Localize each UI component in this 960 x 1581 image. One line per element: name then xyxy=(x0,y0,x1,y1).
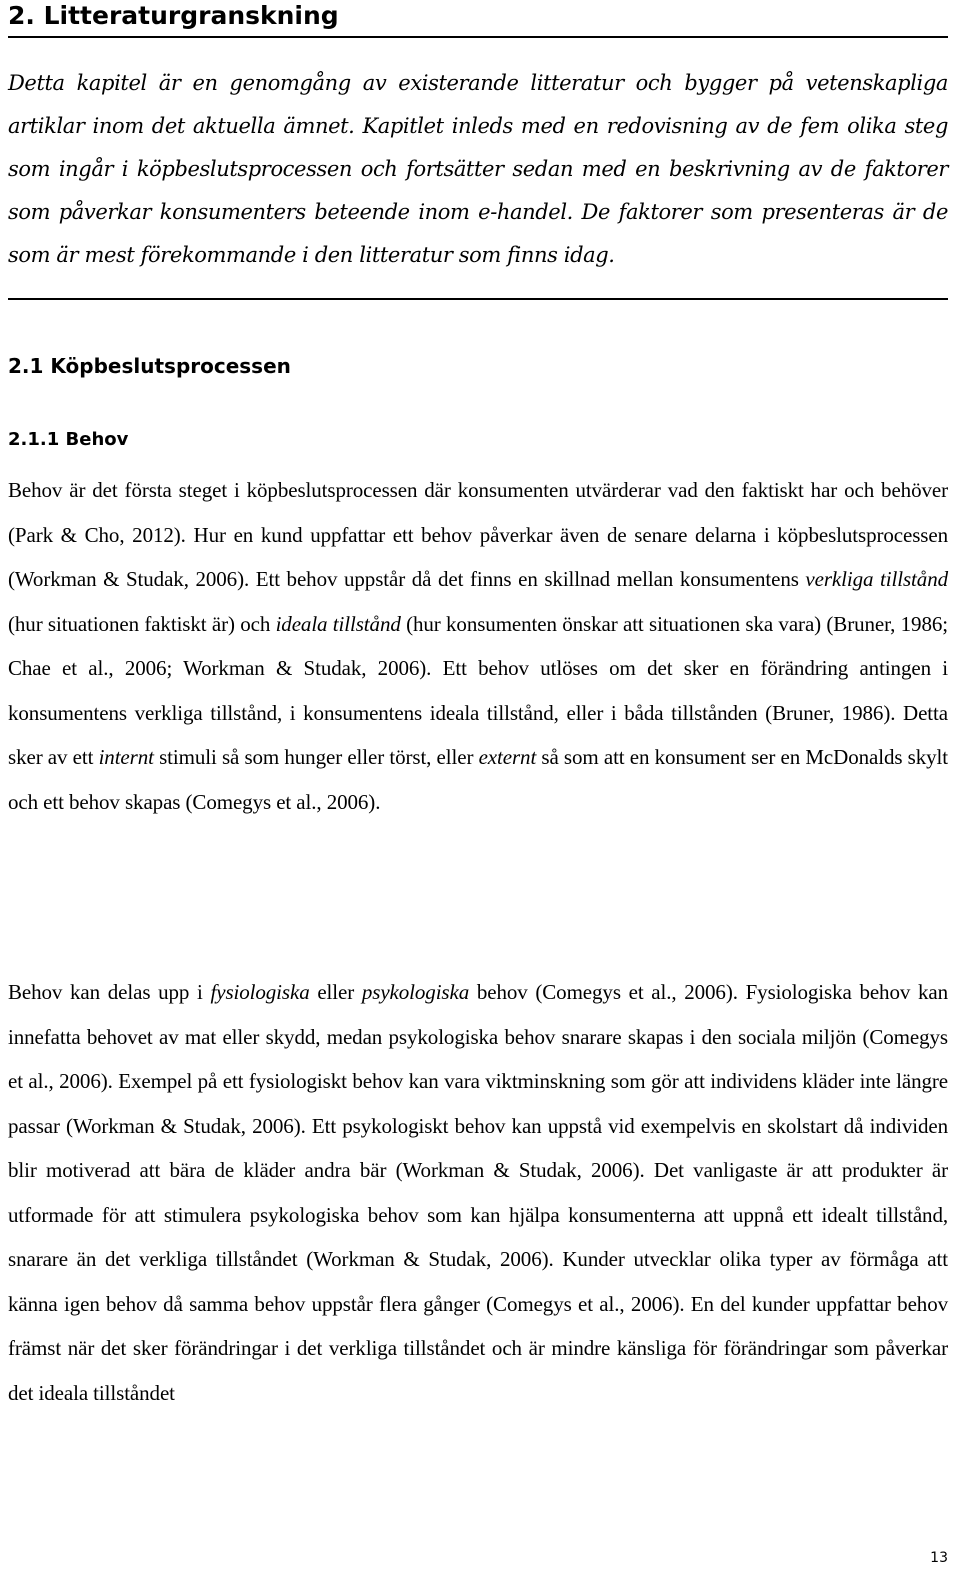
text-run: (hur situationen faktiskt är) och xyxy=(8,611,276,636)
emphasis-ideala: ideala tillstånd xyxy=(275,611,401,636)
body-paragraph-2 xyxy=(8,970,948,1415)
text-run: eller xyxy=(309,980,362,1004)
emphasis-verkliga: verkliga tillstånd xyxy=(805,567,948,591)
text-run: Behov kan delas upp i xyxy=(8,980,211,1004)
text-run: (hur konsumenten önskar att situationen ska vara) (Bruner, 1986; Chae et al., 2006; Workman & Studak, 2006). Ett behov utlöses om det sker en förändring antingen i konsumentens verkliga tillstånd, i konsumentens ideala tillstånd, eller i båda tillstånden (Bruner, 1986). Detta sker av ett xyxy=(8,611,948,769)
emphasis-fysiologiska: fysiologiska xyxy=(210,980,310,1004)
chapter-intro: Detta kapitel är en genomgång av existerande litteratur och bygger på vetenskapliga artiklar inom det aktuella ämnet. Kapitlet inleds med en redovisning av de fem olika steg som ingår i köpbeslutsprocessen och fortsätter sedan med en beskrivning av de faktorer som påverkar konsumenters beteende inom e-handel. De faktorer som presenteras är de som är mest förekommande i den litteratur som finns idag. xyxy=(8,71,948,267)
section-heading: 2.1 Köpbeslutsprocessen xyxy=(8,354,291,378)
text-run: behov (Comegys et al., 2006). Fysiologiska behov kan innefatta behovet av mat eller skydd, medan psykologiska behov snarare skapas i den sociala miljön (Comegys et al., 2006). Exempel på ett fysiologiskt behov kan vara viktminskning som gör att individens kläder inte längre passar (Workman & Studak, 2006). Ett psykologiskt behov kan uppstå vid exempelvis en skolstart då individen blir motiverad att bära de kläder andra bär (Workman & Studak, 2006). Det vanligaste är att produkter är utformade för att stimulera psykologiska behov som kan hjälpa konsumenterna att uppnå ett idealt tillstånd, snarare än det verkliga tillståndet (Workman & Studak, 2006). Kunder utvecklar olika typer av förmåga att känna igen behov då samma behov uppstår flera gånger (Comegys et al., 2006). En del kunder uppfattar behov främst när det sker förändringar i det verkliga tillståndet och är mindre känsliga för förändringar som påverkar det ideala tillståndet xyxy=(8,980,948,1405)
body-paragraph-1 xyxy=(8,468,948,824)
chapter-title: 2. Litteraturgranskning xyxy=(8,1,339,30)
page-number: 13 xyxy=(930,1550,948,1566)
text-run: stimuli så som hunger eller törst, eller xyxy=(153,745,479,769)
emphasis-internt: internt xyxy=(98,745,154,769)
text-run: så som att en konsument ser en McDonalds skylt och ett behov skapas (Comegys et al., 2006). xyxy=(8,745,948,814)
intro-divider xyxy=(8,298,948,300)
emphasis-psykologiska: psykologiska xyxy=(361,980,470,1004)
emphasis-externt: externt xyxy=(478,745,537,769)
subsection-heading: 2.1.1 Behov xyxy=(8,429,129,450)
text-run: Behov är det första steget i köpbeslutsprocessen där konsumenten utvärderar vad den faktiskt har och behöver (Park & Cho, 2012). Hur en kund uppfattar ett behov påverkar även de senare delarna i köpbeslutsprocessen (Workman & Studak, 2006). Ett behov uppstår då det finns en skillnad mellan konsumentens xyxy=(8,478,948,591)
title-underline xyxy=(8,36,948,38)
